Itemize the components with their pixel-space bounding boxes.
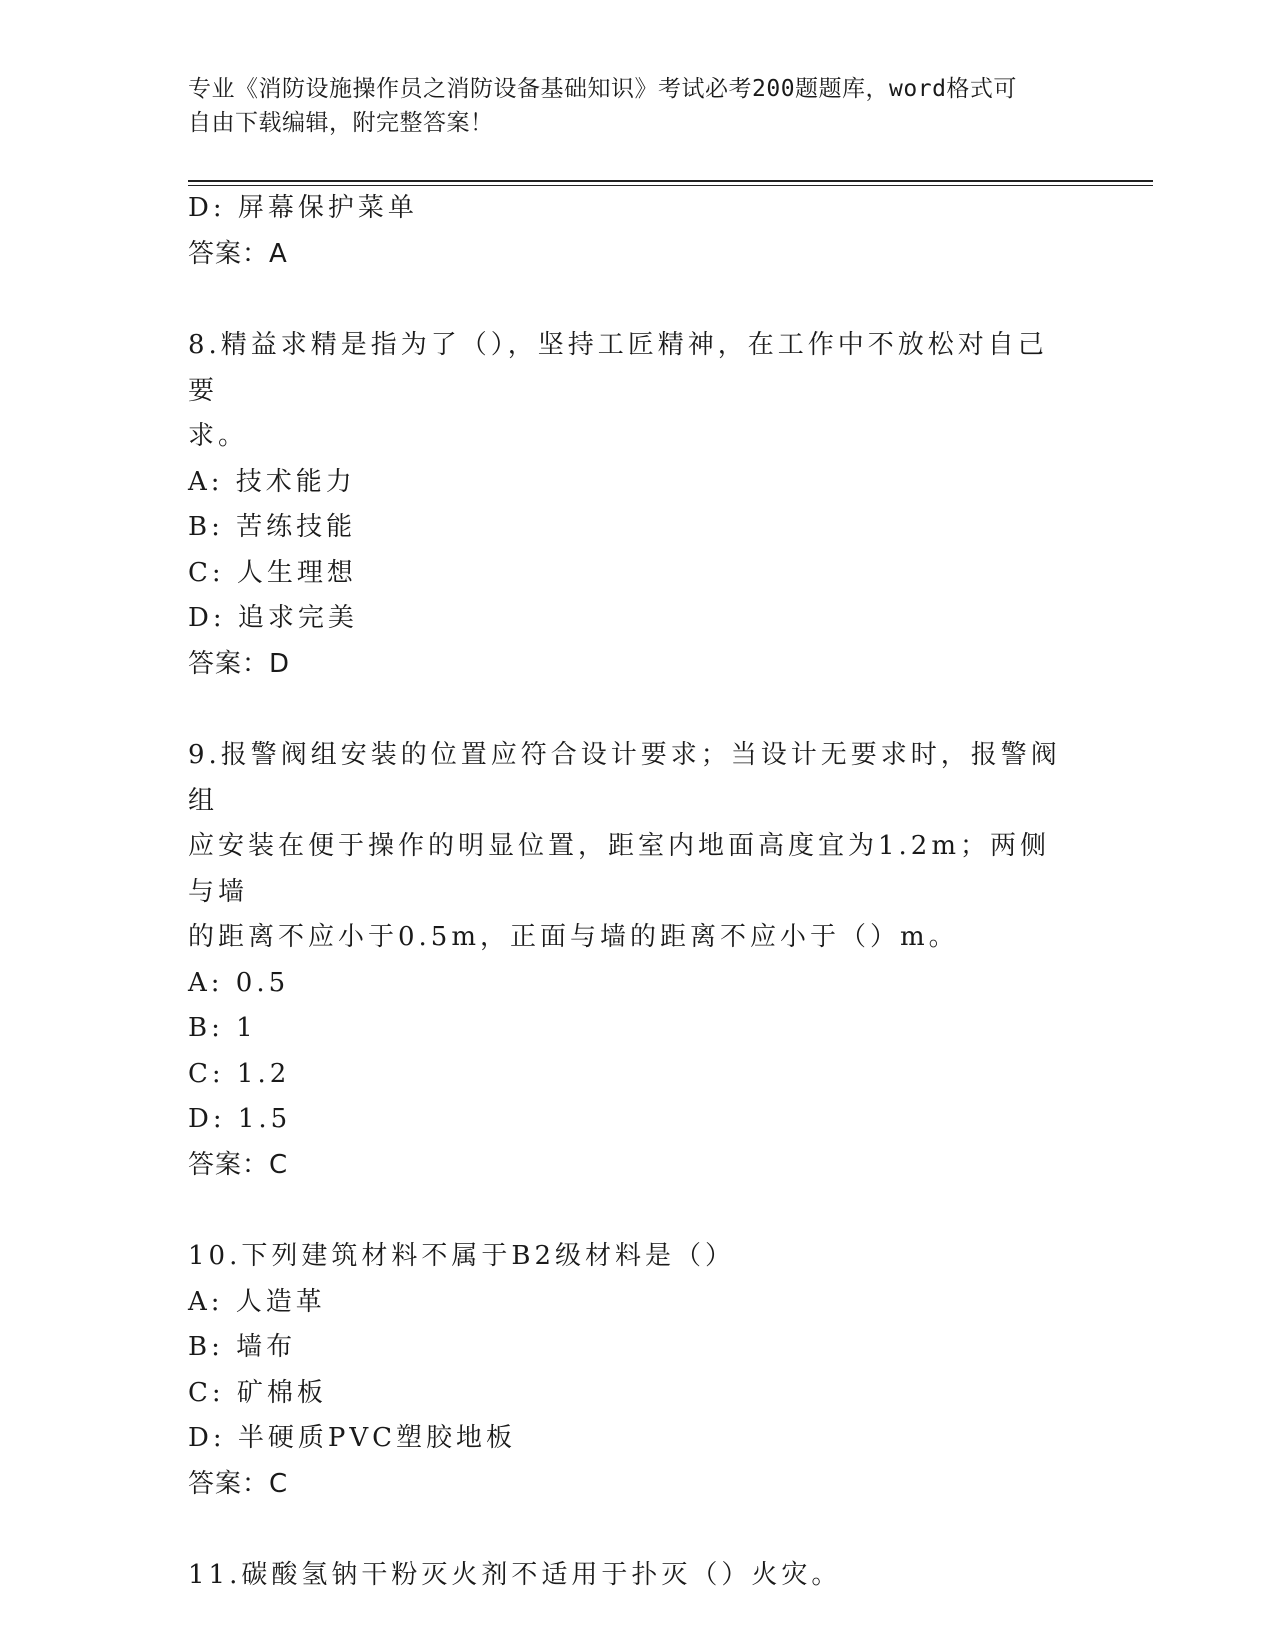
question-11 [188,1553,1068,1599]
option-a: A: 人造革 [188,1286,326,1317]
answer: 答案：C [188,1468,289,1499]
question-10 [188,1234,1068,1507]
option-c: C: 矿棉板 [188,1377,327,1408]
answer: 答案：D [188,648,291,679]
question-stem: 9.报警阀组安装的位置应符合设计要求；当设计无要求时，报警阀组 [188,740,1061,816]
header-line-1: 专业《消防设施操作员之消防设备基础知识》考试必考200题题库，word格式可 [188,76,1017,102]
option-c: C: 人生理想 [188,557,357,588]
answer: 答案：C [188,1149,289,1180]
question-list [188,186,1068,1599]
question-7 [188,186,1068,277]
option-a: A: 技术能力 [188,466,356,497]
option-c: C: 1.2 [188,1058,291,1089]
question-stem: 10.下列建筑材料不属于B2级材料是（） [188,1241,735,1271]
question-stem: 的距离不应小于0.5m，正面与墙的距离不应小于（）m。 [188,922,959,952]
question-9 [188,733,1068,1188]
document-header [188,72,1068,140]
option-b: B: 1 [188,1013,257,1043]
option-d: D: 半硬质PVC塑胶地板 [188,1423,517,1453]
answer: 答案：A [188,238,288,269]
question-stem: 应安装在便于操作的明显位置，距室内地面高度宜为1.2m；两侧与墙 [188,831,1051,907]
question-stem: 求。 [188,421,249,451]
option-d: D: 屏幕保护菜单 [188,193,418,223]
header-line-2: 自由下载编辑，附完整答案！ [188,110,494,136]
option-a: A: 0.5 [188,967,290,998]
question-stem: 8.精益求精是指为了（），坚持工匠精神，在工作中不放松对自己要 [188,330,1048,406]
header-rule-thick [188,180,1153,182]
question-stem: 11.碳酸氢钠干粉灭火剂不适用于扑灭（）火灾。 [188,1560,842,1590]
option-d: D: 追求完美 [188,603,358,633]
option-d: D: 1.5 [188,1104,292,1134]
option-b: B: 墙布 [188,1332,297,1362]
question-8 [188,323,1068,687]
option-b: B: 苦练技能 [188,512,357,542]
